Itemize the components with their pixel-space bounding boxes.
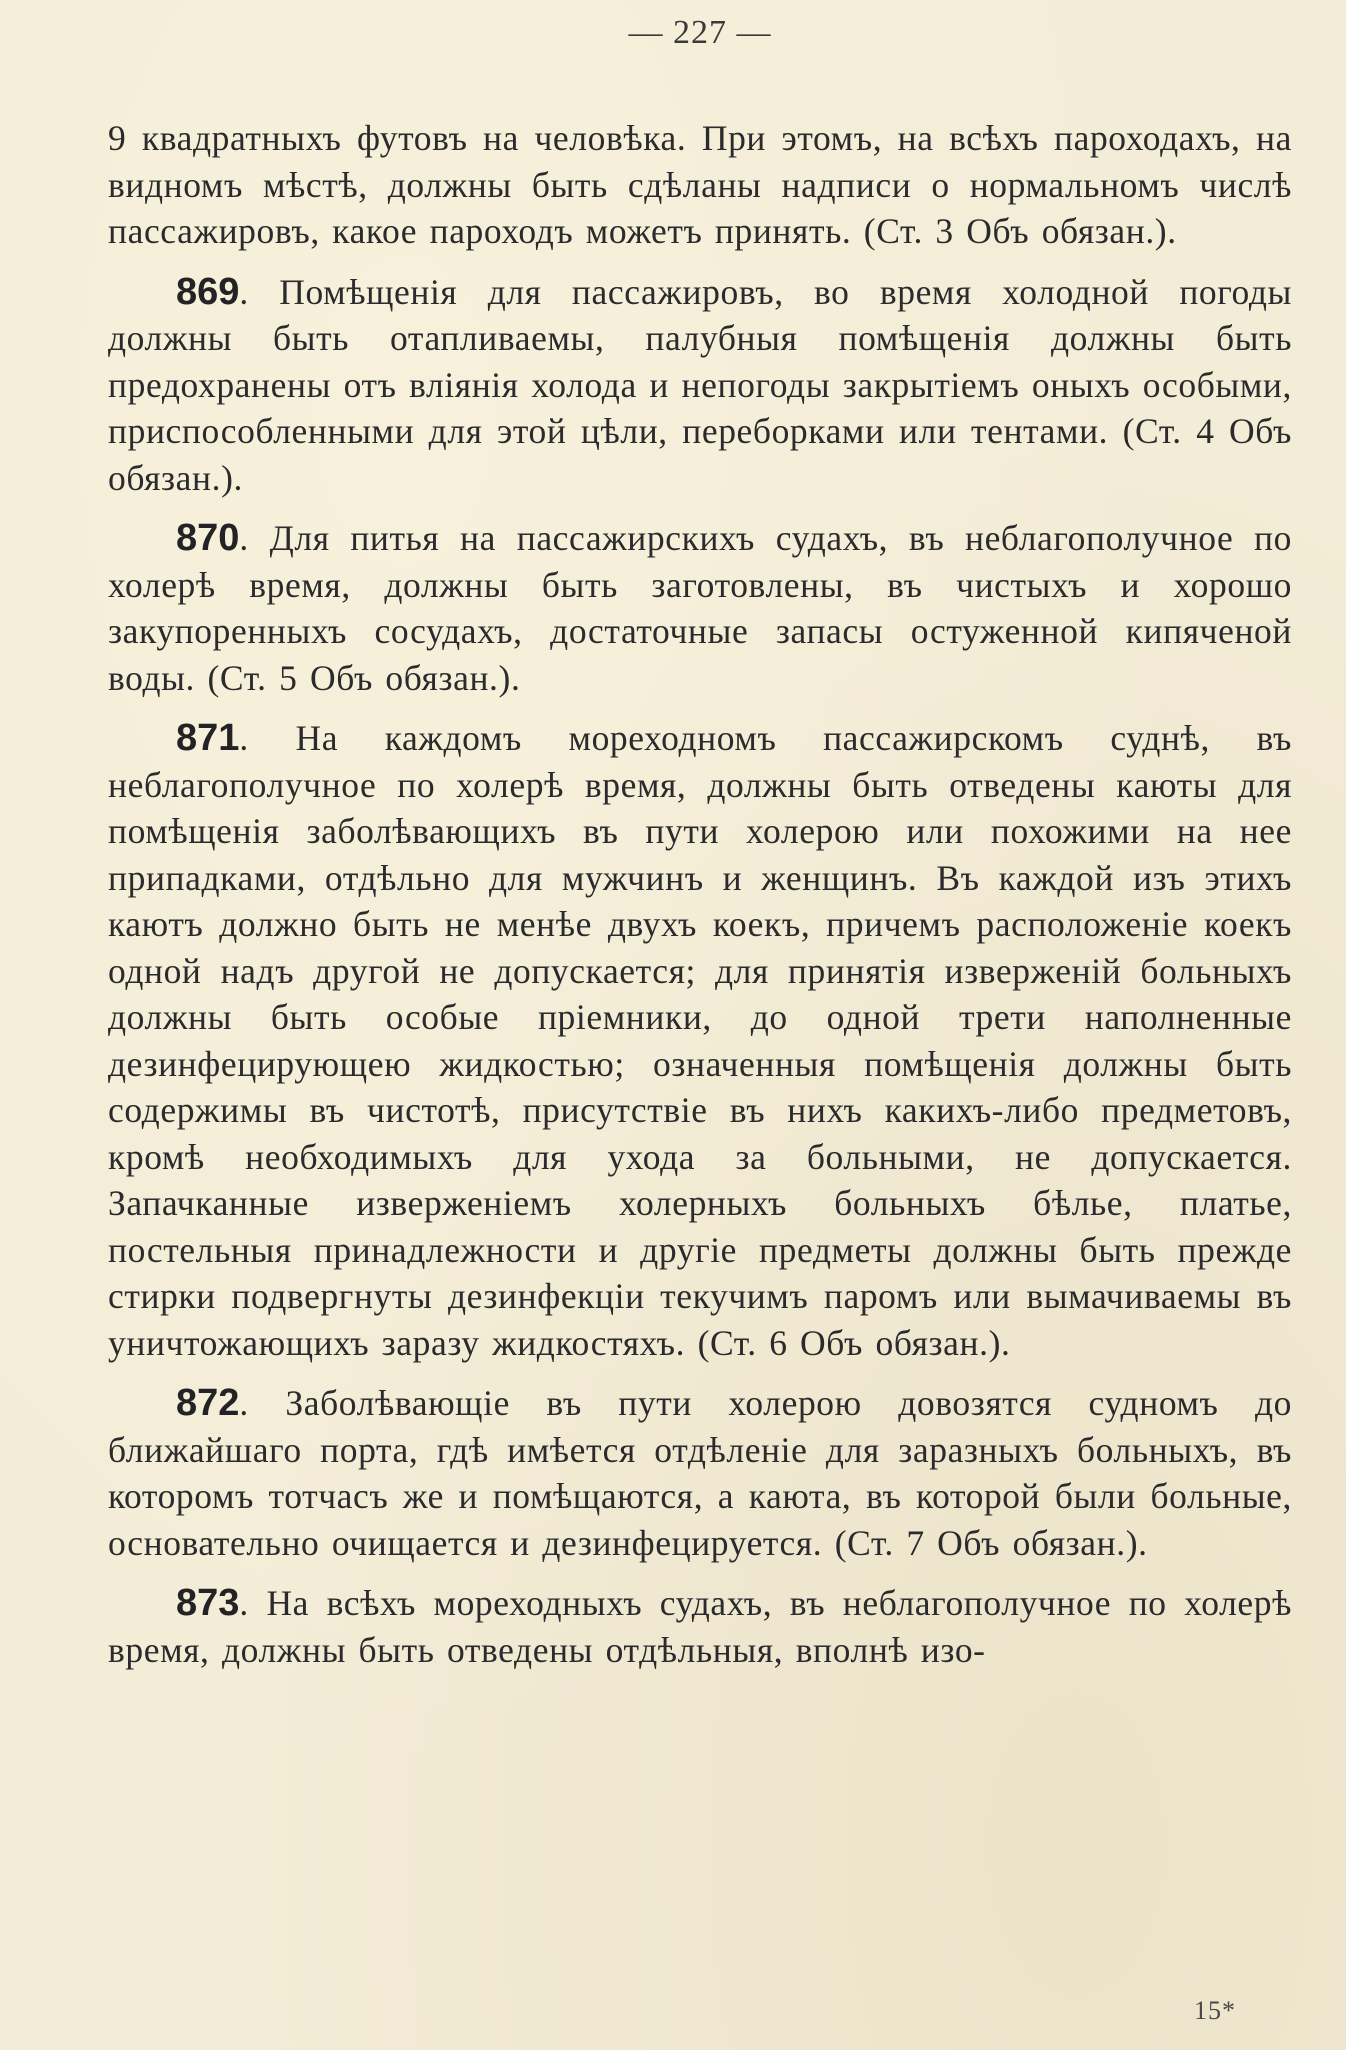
page-number-header: — 227 — [628, 14, 772, 51]
article-number: 871 [176, 717, 240, 759]
article-869 [108, 269, 1292, 502]
article-871 [108, 715, 1292, 1366]
article-873 [108, 1580, 1292, 1673]
paragraph-text: . На всѣхъ мореходныхъ судахъ, въ неблагополучное по холерѣ время, должны быть отведены отдѣльныя, вполнѣ изо- [108, 1583, 1292, 1670]
paragraph-text: . Заболѣвающіе въ пути холерою довозятся судномъ до ближайшаго порта, гдѣ имѣется отдѣленіе для заразныхъ больныхъ, въ которомъ тотчасъ же и помѣщаются, а каюта, въ которой были больные, основательно очищается и дезинфецируется. (Ст. 7 Объ обязан.). [108, 1383, 1292, 1563]
book-page [108, 0, 1292, 2050]
paragraph-text: 9 квадратныхъ футовъ на человѣка. При этомъ, на всѣхъ пароходахъ, на видномъ мѣстѣ, должны быть сдѣланы надписи о нормальномъ числѣ пассажировъ, какое пароходъ можетъ принять. (Ст. 3 Объ обязан.). [108, 118, 1292, 251]
article-number: 870 [176, 517, 240, 559]
paragraph-continuation [108, 115, 1292, 255]
signature-mark: 15* [1194, 1996, 1236, 2025]
article-number: 872 [176, 1382, 240, 1424]
article-870 [108, 515, 1292, 701]
article-number: 869 [176, 270, 240, 313]
paragraph-text: . Помѣщенія для пассажировъ, во время холодной погоды должны быть отапливаемы, палубныя помѣщенія должны быть предохранены отъ вліянія холода и непогоды закрытіемъ оныхъ особыми, приспособленными для этой цѣли, переборками или тентами. (Ст. 4 Объ обязан.). [108, 271, 1292, 498]
page-body [108, 115, 1292, 1687]
paragraph-text: . На каждомъ мореходномъ пассажирскомъ суднѣ, въ неблагополучное по холерѣ время, должны быть отведены каюты для помѣщенія заболѣвающихъ въ пути холерою или похожими на нее припадками, отдѣльно для мужчинъ и женщинъ. Въ каждой изъ этихъ каютъ должно быть не менѣе двухъ коекъ, причемъ расположеніе коекъ одной надъ другой не допускается; для принятія изверженій больныхъ должны быть особые пріемники, до одной трети наполненные дезинфецирующею жидкостью; означенныя помѣщенія должны быть содержимы въ чистотѣ, присутствіе въ нихъ какихъ-либо предметовъ, кромѣ необходимыхъ для ухода за больными, не допускается. Запачканные изверженіемъ холерныхъ больныхъ бѣлье, платье, постельныя принадлежности и другіе предметы должны быть прежде стирки подвергнуты дезинфекціи текучимъ паромъ или вымачиваемы въ уничтожающихъ заразу жидкостяхъ. (Ст. 6 Объ обязан.). [108, 718, 1292, 1363]
article-872 [108, 1380, 1292, 1566]
article-number: 873 [176, 1582, 240, 1624]
paragraph-text: . Для питья на пассажирскихъ судахъ, въ неблагополучное по холерѣ время, должны быть заготовлены, въ чистыхъ и хорошо закупоренныхъ сосудахъ, достаточные запасы остуженной кипяченой воды. (Ст. 5 Объ обязан.). [108, 518, 1292, 698]
